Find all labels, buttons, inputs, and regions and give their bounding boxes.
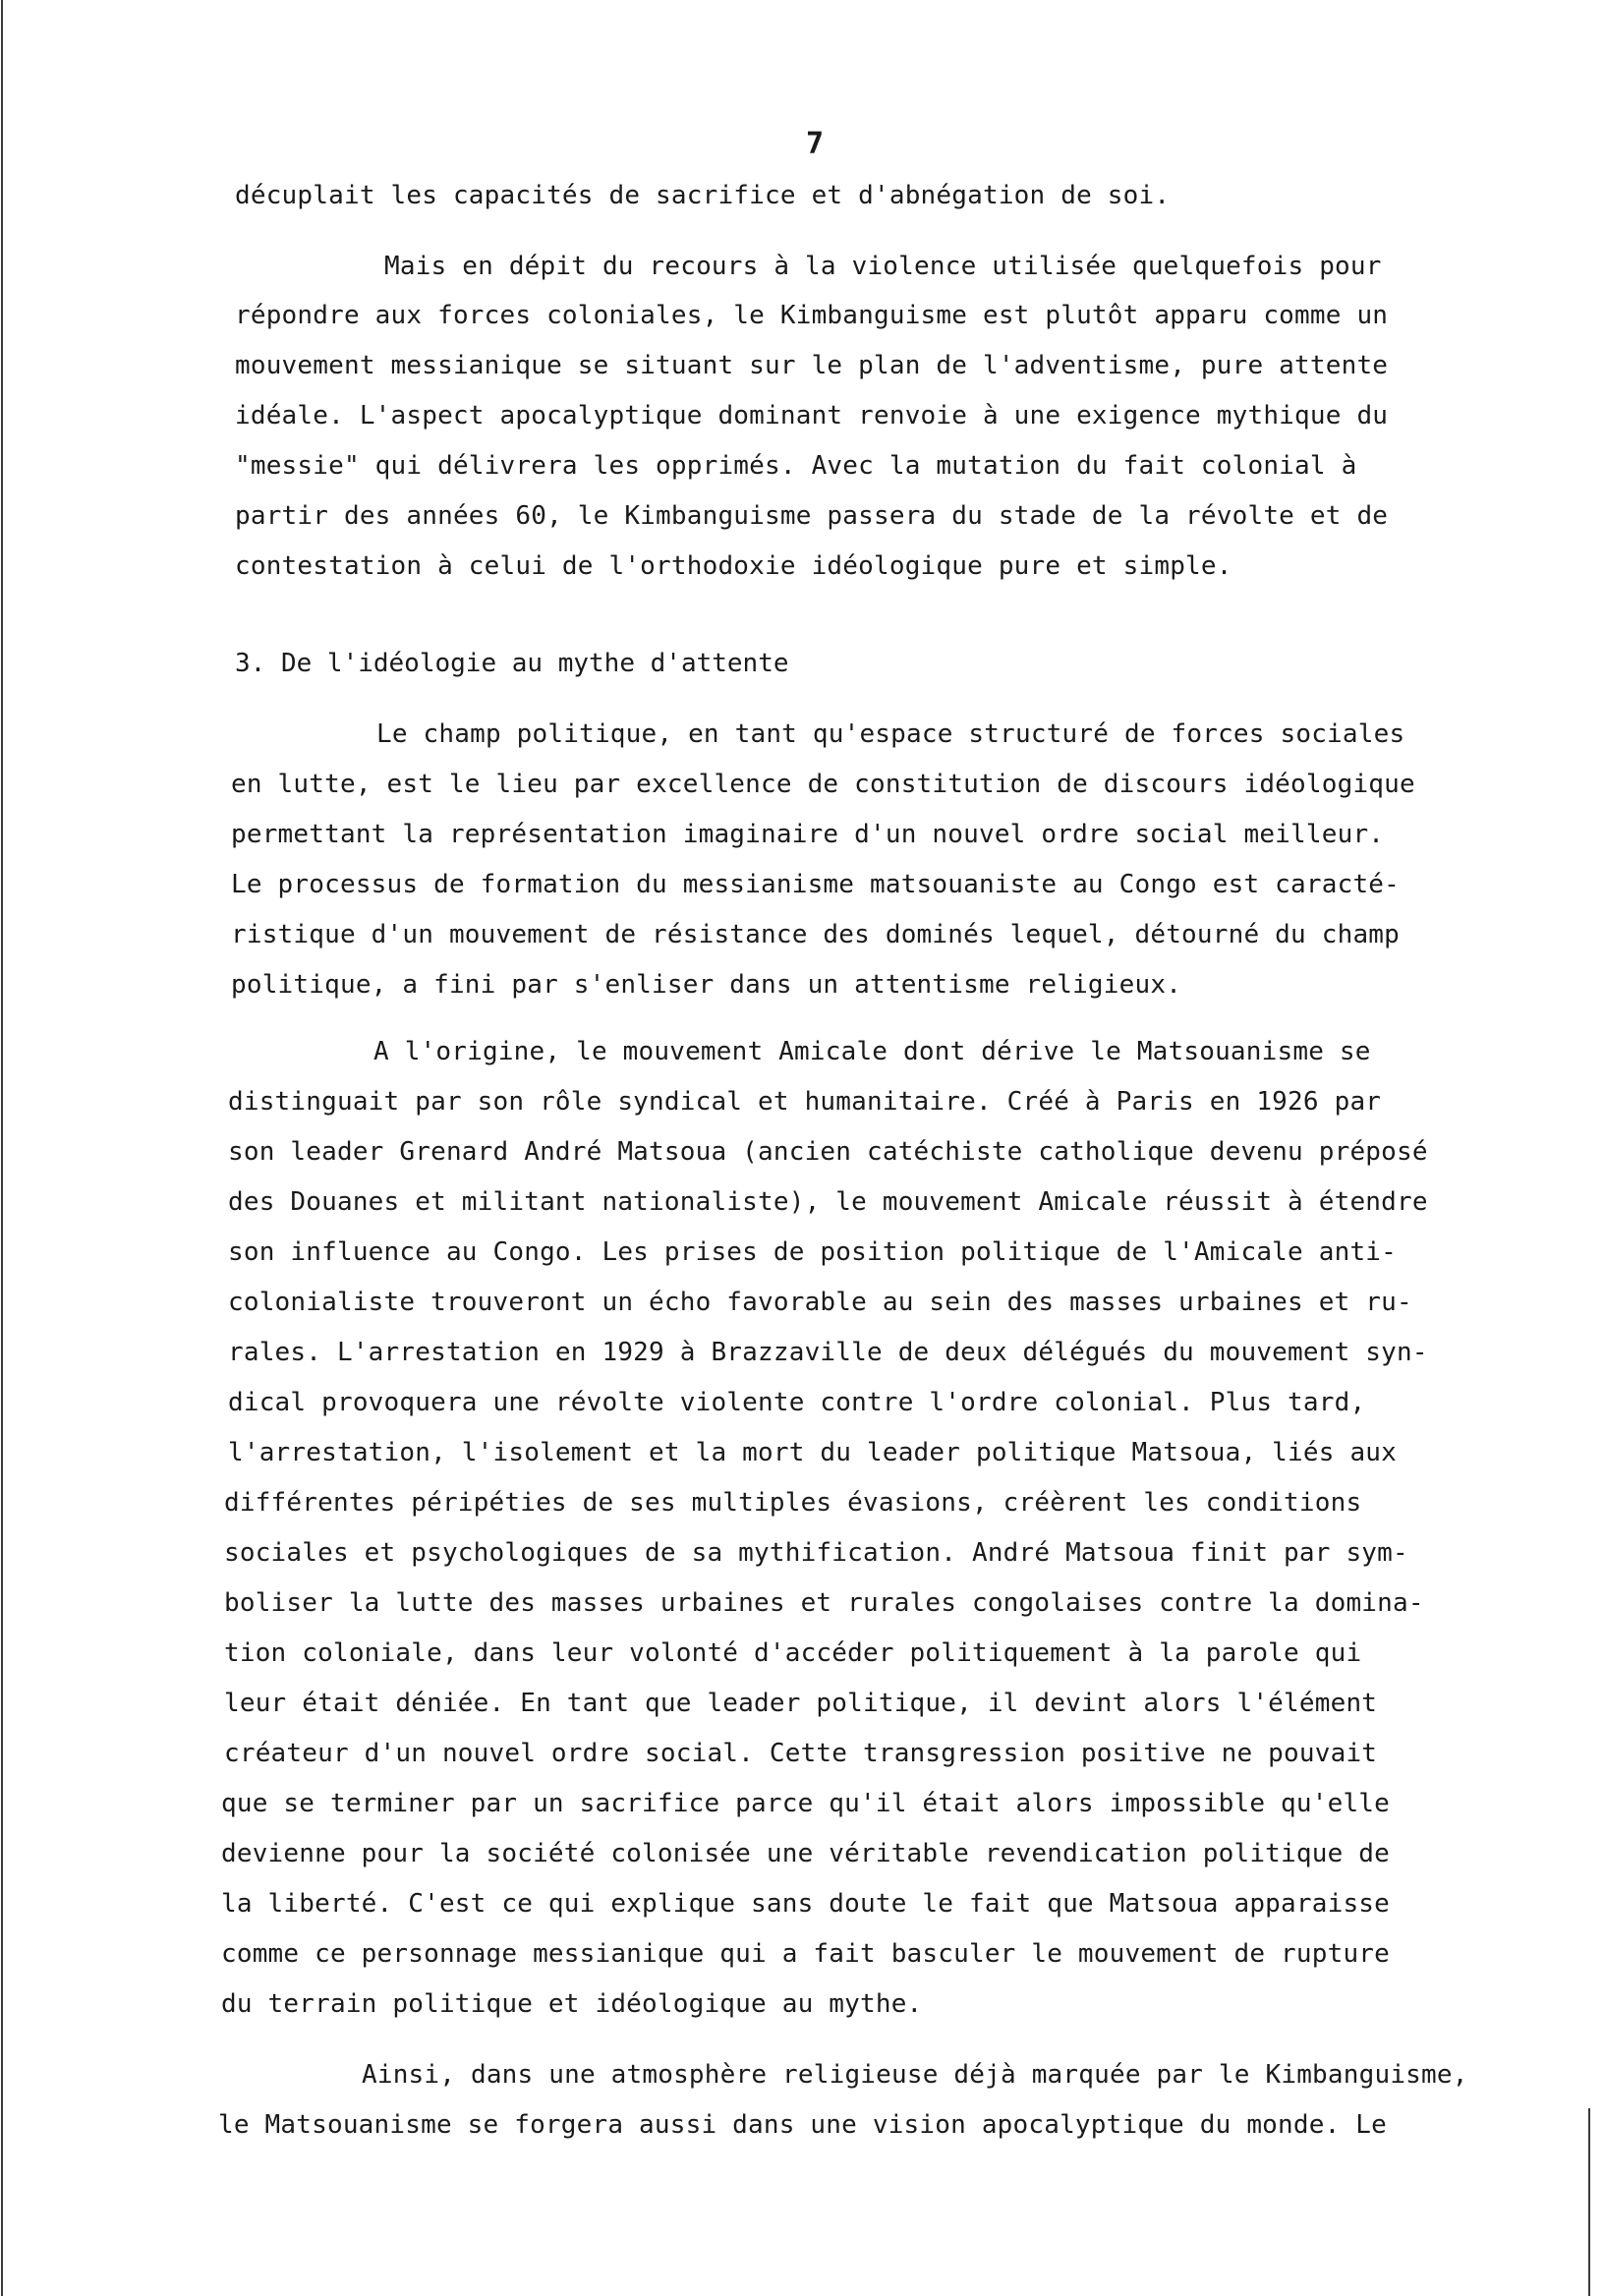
text-line: l'arrestation, l'isolement et la mort du leader politique Matsoua, liés aux [228, 1438, 1397, 1467]
text-line: des Douanes et militant nationaliste), le mouvement Amicale réussit à étendre [228, 1187, 1428, 1217]
text-line: son influence au Congo. Les prises de position politique de l'Amicale anti- [228, 1237, 1397, 1267]
text-line: colonialiste trouveront un écho favorable au sein des masses urbaines et ru- [228, 1288, 1412, 1317]
left-margin-rule [1, 0, 3, 2296]
paragraph-first-line: A l'origine, le mouvement Amicale dont dérive le Matsouanisme se [373, 1037, 1371, 1066]
page-number: 7 [806, 127, 825, 161]
text-line: devienne pour la société colonisée une véritable revendication politique de [221, 1839, 1390, 1868]
text-line: répondre aux forces coloniales, le Kimbanguisme est plutôt apparu comme un [235, 301, 1389, 330]
text-line: Le processus de formation du messianisme matsouaniste au Congo est caracté- [231, 870, 1400, 899]
section-heading: 3. De l'idéologie au mythe d'attente [235, 649, 789, 678]
text-line: rales. L'arrestation en 1929 à Brazzaville de deux délégués du mouvement syn- [228, 1338, 1428, 1367]
text-line: politique, a fini par s'enliser dans un attentisme religieux. [231, 970, 1182, 1000]
text-line: contestation à celui de l'orthodoxie idéologique pure et simple. [235, 551, 1232, 581]
text-line: comme ce personnage messianique qui a fait basculer le mouvement de rupture [221, 1939, 1390, 1969]
text-line: différentes péripéties de ses multiples évasions, créèrent les conditions [224, 1488, 1362, 1518]
text-line: la liberté. C'est ce qui explique sans doute le fait que Matsoua apparaisse [221, 1889, 1390, 1919]
text-line: mouvement messianique se situant sur le plan de l'adventisme, pure attente [235, 351, 1389, 380]
text-line: sociales et psychologiques de sa mythification. André Matsoua finit par sym- [224, 1538, 1408, 1568]
text-line: boliser la lutte des masses urbaines et rurales congolaises contre la domina- [224, 1588, 1424, 1618]
text-line: tion coloniale, dans leur volonté d'accéder politiquement à la parole qui [224, 1638, 1362, 1668]
text-line: créateur d'un nouvel ordre social. Cette transgression positive ne pouvait [224, 1739, 1378, 1768]
paragraph-first-line: Mais en dépit du recours à la violence utilisée quelquefois pour [384, 252, 1382, 281]
right-margin-rule [1588, 2108, 1590, 2296]
text-line: distinguait par son rôle syndical et humanitaire. Créé à Paris en 1926 par [228, 1087, 1382, 1117]
paragraph-first-line: Le champ politique, en tant qu'espace structuré de forces sociales [376, 719, 1405, 749]
text-line: ristique d'un mouvement de résistance des dominés lequel, détourné du champ [231, 920, 1400, 949]
text-line: en lutte, est le lieu par excellence de constitution de discours idéologique [231, 770, 1415, 799]
text-line: "messie" qui délivrera les opprimés. Avec la mutation du fait colonial à [235, 451, 1357, 481]
text-line: leur était déniée. En tant que leader politique, il devint alors l'élément [224, 1689, 1378, 1718]
text-line: permettant la représentation imaginaire d'un nouvel ordre social meilleur. [231, 820, 1385, 849]
text-line: idéale. L'aspect apocalyptique dominant renvoie à une exigence mythique du [235, 401, 1389, 430]
text-line: du terrain politique et idéologique au mythe. [221, 1989, 923, 2019]
text-line: son leader Grenard André Matsoua (ancien catéchiste catholique devenu préposé [228, 1137, 1428, 1167]
text-line: le Matsouanisme se forgera aussi dans une vision apocalyptique du monde. Le [218, 2110, 1387, 2140]
text-line: dical provoquera une révolte violente contre l'ordre colonial. Plus tard, [228, 1388, 1366, 1417]
text-line: partir des années 60, le Kimbanguisme passera du stade de la révolte et de [235, 501, 1389, 531]
text-line: décuplait les capacités de sacrifice et d'abnégation de soi. [235, 181, 1171, 210]
paragraph-first-line: Ainsi, dans une atmosphère religieuse déjà marquée par le Kimbanguisme, [362, 2060, 1468, 2090]
text-line: que se terminer par un sacrifice parce qu'il était alors impossible qu'elle [221, 1789, 1390, 1818]
